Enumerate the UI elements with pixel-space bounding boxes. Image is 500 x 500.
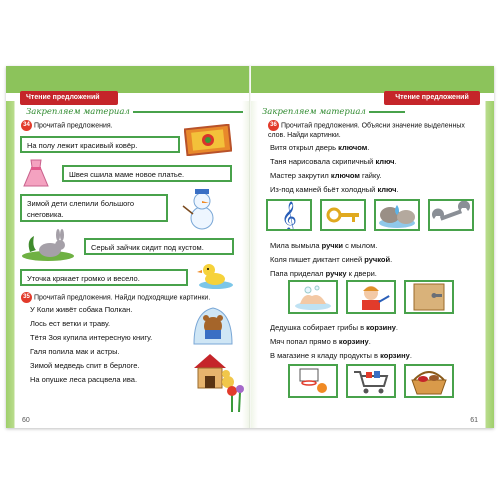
text-line: Зимой медведь спит в берлоге.	[30, 361, 140, 370]
task-number: 34	[21, 120, 32, 131]
task-text: Прочитай предложения. Найди подходящие картинки.	[33, 294, 211, 302]
picture-frame	[346, 280, 396, 314]
picture-frame	[428, 199, 474, 231]
basketball-hoop-icon	[290, 366, 336, 396]
left-page	[6, 66, 250, 428]
section-ribbon-label: Закрепляем материал	[262, 107, 366, 117]
key-icon	[322, 201, 364, 229]
text-line: Коля пишет диктант синей ручкой.	[270, 255, 393, 264]
picture-frame	[266, 199, 312, 231]
header-tag: Чтение предложений	[384, 91, 480, 105]
picture-frame	[320, 199, 366, 231]
text-line: На опушке леса расцвела ива.	[30, 375, 138, 384]
task-text: Прочитай предложения. Объясни значение выделенных слов. Найди картинки.	[268, 122, 465, 139]
text-line: Лось ест ветки и траву.	[30, 319, 111, 328]
shopping-cart-icon	[348, 366, 394, 396]
task-34-heading	[21, 120, 113, 131]
door-handle-icon	[406, 282, 452, 312]
rabbit-icon	[20, 228, 78, 262]
picture-frame	[404, 364, 454, 398]
text-line: Дедушка собирает грибы в корзину.	[270, 323, 398, 332]
sentence-box-carpet: На полу лежит красивый ковёр.	[20, 136, 180, 153]
carpet-icon	[184, 124, 232, 156]
sentence-box-duck: Уточка крякает громко и весело.	[20, 269, 188, 286]
section-ribbon	[26, 106, 243, 118]
treble-clef-icon	[268, 201, 310, 229]
snowman-icon	[178, 186, 222, 230]
text-line: Галя полила мак и астры.	[30, 347, 120, 356]
picture-frame	[374, 199, 420, 231]
book-gutter	[249, 66, 251, 428]
right-page	[250, 66, 494, 428]
picture-frame	[288, 280, 338, 314]
task-number: 36	[268, 120, 279, 131]
text-line: Из-под камней бьёт холодный ключ.	[270, 185, 399, 194]
text-line: У Коли живёт собака Полкан.	[30, 305, 133, 314]
spring-icon	[376, 201, 418, 229]
task-36-heading	[268, 120, 478, 140]
text-line: Витя открыл дверь ключом.	[270, 143, 370, 152]
section-ribbon	[262, 106, 405, 118]
wrench-icon	[430, 201, 472, 229]
section-ribbon-label: Закрепляем материал	[26, 107, 130, 117]
girl-writing-icon	[348, 282, 394, 312]
task-35-heading	[21, 292, 210, 303]
picture-frame	[346, 364, 396, 398]
hands-washing-icon	[290, 282, 336, 312]
svg-text:𝄞: 𝄞	[281, 202, 297, 229]
text-line: Мастер закрутил ключом гайку.	[270, 171, 382, 180]
sentence-box-rabbit: Серый зайчик сидит под кустом.	[84, 238, 234, 255]
header-tag: Чтение предложений	[20, 91, 118, 105]
flowers-icon	[224, 382, 246, 412]
picture-frame	[404, 280, 454, 314]
text-line: В магазине я кладу продукты в корзину.	[270, 351, 412, 360]
page-number: 61	[470, 417, 478, 424]
text-line: Мила вымыла ручки с мылом.	[270, 241, 378, 250]
mushroom-basket-icon	[406, 366, 452, 396]
text-line: Папа приделал ручку к двери.	[270, 269, 377, 278]
sentence-box-snowman: Зимой дети слепили большого снеговика.	[20, 194, 168, 222]
text-line: Мяч попал прямо в корзину.	[270, 337, 371, 346]
sentence-box-dress: Швея сшила маме новое платье.	[62, 165, 232, 182]
bear-book-icon	[190, 304, 236, 346]
page-number: 60	[22, 417, 30, 424]
text-line: Тётя Зоя купила интересную книгу.	[30, 333, 153, 342]
duck-icon	[196, 260, 234, 290]
task-number: 35	[21, 292, 32, 303]
book-spread	[6, 66, 494, 428]
picture-frame	[288, 364, 338, 398]
text-line: Таня нарисовала скрипичный ключ.	[270, 157, 397, 166]
task-text: Прочитай предложения.	[33, 122, 113, 130]
dress-icon	[20, 158, 52, 188]
